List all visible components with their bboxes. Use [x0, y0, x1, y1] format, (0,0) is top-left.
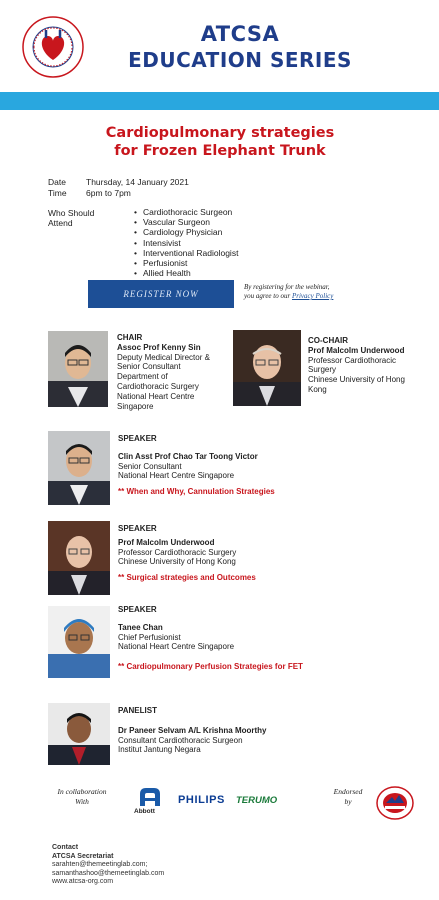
series-title-line2: EDUCATION SERIES: [128, 48, 352, 72]
speaker1-line: Senior Consultant: [118, 461, 182, 471]
attendee-item: • Interventional Radiologist: [134, 248, 238, 258]
speaker3-name: Tanee Chan: [118, 622, 163, 632]
speaker2-name: Prof Malcolm Underwood: [118, 537, 215, 547]
time-label: Time: [48, 188, 67, 198]
speaker3-role: SPEAKER: [118, 605, 157, 614]
speaker1-line: National Heart Centre Singapore: [118, 471, 235, 481]
register-note: [244, 283, 404, 301]
cochair-name: Prof Malcolm Underwood: [308, 345, 405, 355]
panelist-info: [118, 706, 418, 755]
date-label: Date: [48, 177, 66, 187]
abbott-label: Abbott: [134, 808, 155, 815]
contact-block: [52, 844, 164, 887]
header: [0, 0, 439, 90]
collab-line1: In collaboration: [57, 787, 107, 796]
contact-email1[interactable]: sarahten@themeetinglab.com;: [52, 861, 148, 869]
panelist-line: Institut Jantung Negara: [118, 745, 201, 755]
register-note-line2: you agree to our: [244, 292, 292, 300]
collab-line2: With: [75, 797, 89, 806]
terumo-logo: TERUMO: [236, 795, 278, 806]
speaker3-photo: [48, 606, 110, 678]
cochair-role: CO-CHAIR: [308, 336, 348, 345]
panelist-name: Dr Paneer Selvam A/L Krishna Moorthy: [118, 725, 267, 735]
contact-org: ATCSA Secretariat: [52, 852, 114, 860]
speaker2-role: SPEAKER: [118, 524, 157, 533]
chair-role: CHAIR: [117, 333, 143, 342]
attendee-item: • Perfusionist: [134, 258, 238, 268]
cochair-info: [308, 336, 436, 395]
attendee-item: • Cardiology Physician: [134, 227, 238, 237]
event-title-line2: for Frozen Elephant Trunk: [114, 143, 326, 159]
cochair-line: Surgery: [308, 365, 337, 375]
privacy-policy-link[interactable]: Privacy Policy: [291, 292, 334, 300]
endorser-logo: [376, 786, 414, 820]
atcsa-logo: [22, 16, 84, 78]
panelist-role: PANELIST: [118, 706, 157, 715]
endorsed-line1: Endorsed: [333, 787, 363, 796]
speaker2-line: Professor Cardiothoracic Surgery: [118, 547, 237, 557]
attendee-item: • Vascular Surgeon: [134, 217, 238, 227]
speaker1-name: Clin Asst Prof Chao Tar Toong Victor: [118, 451, 258, 461]
speaker2-photo: [48, 521, 110, 595]
speaker3-line: Chief Perfusionist: [118, 632, 181, 642]
cochair-line: Chinese University of Hong: [308, 375, 405, 385]
chair-line: National Heart Centre: [117, 391, 195, 401]
panelist-line: Consultant Cardiothoracic Surgeon: [118, 735, 243, 745]
cochair-line: Kong: [308, 384, 327, 394]
speaker2-info: [118, 524, 418, 583]
attendee-item: • Cardiothoracic Surgeon: [134, 207, 238, 217]
series-title-line1: ATCSA: [200, 22, 280, 46]
speaker1-photo: [48, 431, 110, 505]
collab-label: [52, 787, 112, 807]
speaker3-line: National Heart Centre Singapore: [118, 642, 235, 652]
chair-line: Singapore: [117, 401, 154, 411]
chair-line: Department of: [117, 372, 168, 382]
speaker1-info: [118, 434, 418, 497]
endorsed-label: [326, 787, 370, 807]
cochair-line: Professor Cardiothoracic: [308, 355, 397, 365]
attendee-item: • Intensivist: [134, 238, 238, 248]
date-value: Thursday, 14 January 2021: [86, 177, 189, 187]
endorsed-line2: by: [344, 797, 352, 806]
contact-website[interactable]: www.atcsa-org.com: [52, 878, 114, 886]
chair-line: Deputy Medical Director &: [117, 352, 210, 362]
attendee-list: [134, 207, 238, 278]
time-value: 6pm to 7pm: [86, 188, 131, 198]
contact-heading: Contact: [52, 844, 79, 851]
attendee-item: • Allied Health: [134, 268, 238, 278]
header-band: [0, 92, 439, 110]
philips-logo: PHILIPS: [178, 794, 225, 806]
contact-email2[interactable]: samanthashoo@themeetinglab.com: [52, 869, 165, 877]
attend-label-2: Attend: [48, 218, 73, 228]
speaker2-topic: ** Surgical strategies and Outcomes: [118, 573, 256, 583]
register-now-button[interactable]: REGISTER NOW: [88, 280, 234, 308]
speaker3-info: [118, 605, 418, 672]
cochair-photo: [233, 330, 301, 406]
chair-line: Cardiothoracic Surgery: [117, 381, 199, 391]
speaker3-topic: ** Cardiopulmonary Perfusion Strategies for FET: [118, 662, 303, 672]
speaker1-role: SPEAKER: [118, 434, 157, 443]
chair-photo: [48, 331, 108, 407]
event-title: [60, 124, 380, 160]
attend-label-1: Who Should: [48, 208, 95, 218]
event-title-line1: Cardiopulmonary strategies: [105, 125, 335, 141]
register-note-line1: By registering for the webinar,: [244, 283, 330, 291]
chair-name: Assoc Prof Kenny Sin: [117, 342, 201, 352]
chair-line: Senior Consultant: [117, 362, 181, 372]
chair-info: [117, 333, 229, 411]
speaker2-line: Chinese University of Hong Kong: [118, 557, 236, 567]
speaker1-topic: ** When and Why, Cannulation Strategies: [118, 487, 275, 497]
panelist-photo: [48, 703, 110, 765]
